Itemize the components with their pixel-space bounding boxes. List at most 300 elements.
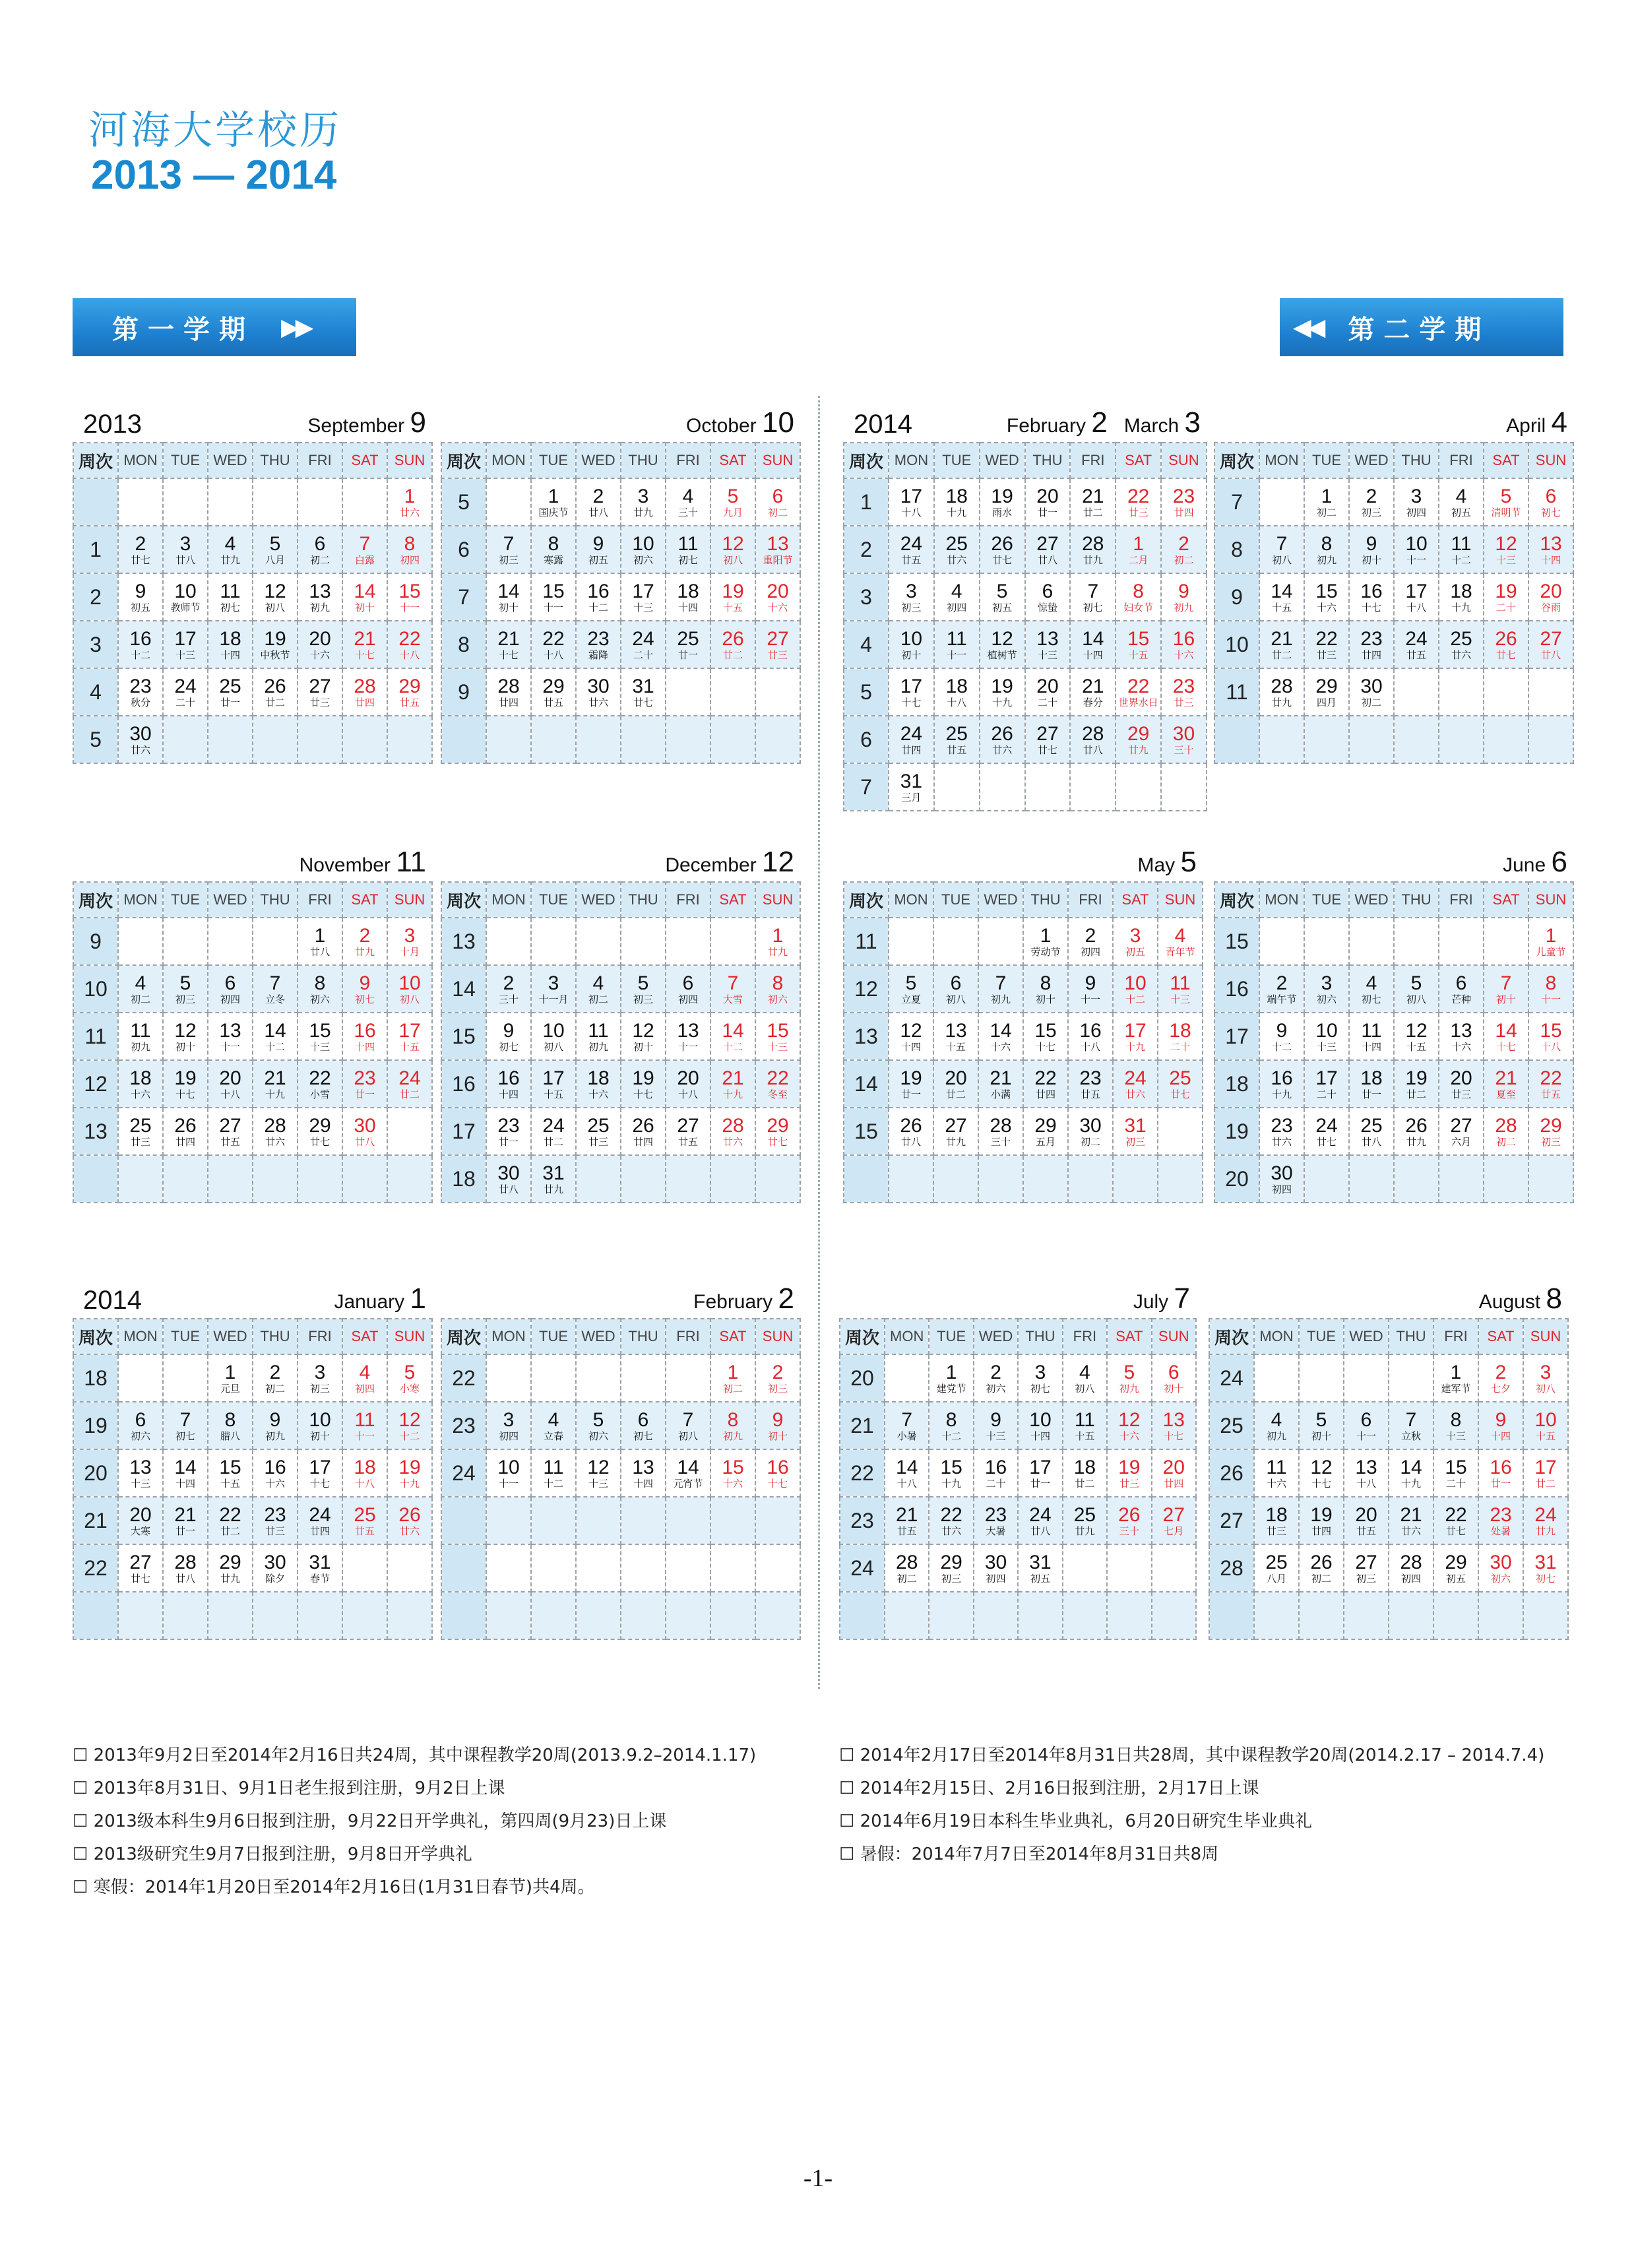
week-number: 15: [441, 1013, 486, 1060]
lunar-date: 初九: [1316, 554, 1337, 566]
day-cell: [531, 1013, 576, 1060]
lunar-date: 廿三: [1316, 649, 1337, 661]
day-number: 2: [1276, 972, 1288, 994]
week-number: 9: [1214, 573, 1259, 621]
day-cell: [253, 1060, 298, 1108]
day-number: 16: [129, 628, 152, 650]
day-number: 21: [1082, 676, 1104, 697]
day-cell: [118, 478, 163, 526]
lunar-date: 处暑: [1490, 1525, 1511, 1537]
week-number: [840, 1592, 885, 1639]
day-cell: [1107, 1449, 1151, 1497]
weekday-header: FRI: [1433, 1319, 1478, 1354]
week-number: 18: [73, 1354, 118, 1402]
day-cell: [1344, 1402, 1389, 1449]
semester-1-label: 第一学期: [112, 314, 255, 345]
lunar-date: 廿四: [309, 1525, 330, 1537]
day-cell: [387, 716, 432, 763]
day-cell: [298, 716, 342, 763]
day-number: 17: [1405, 581, 1428, 602]
lunar-date: 除夕: [265, 1573, 285, 1585]
day-cell: [933, 918, 978, 965]
day-cell: [934, 478, 980, 526]
day-cell: [755, 1354, 800, 1402]
day-cell: [253, 716, 298, 763]
lunar-date: 廿七: [1316, 1136, 1337, 1148]
day-cell: [1068, 1013, 1113, 1060]
day-number: 9: [359, 972, 371, 994]
weekday-header: MON: [889, 882, 933, 918]
day-number: 10: [497, 1457, 520, 1478]
week-row: [1209, 1449, 1568, 1497]
day-number: 26: [900, 1115, 922, 1137]
weekday-header: SUN: [1152, 1319, 1196, 1354]
day-cell: [1439, 526, 1484, 573]
lunar-date: 寒露: [543, 554, 563, 566]
day-cell: [1304, 965, 1349, 1013]
day-cell: [118, 918, 163, 965]
day-number: 22: [1540, 1067, 1562, 1089]
week-number: 24: [1209, 1354, 1254, 1402]
day-cell: [1070, 763, 1116, 811]
day-cell: [710, 573, 755, 621]
day-cell: [1433, 1402, 1478, 1449]
day-cell: [666, 478, 710, 526]
lunar-date: 廿四: [1164, 1478, 1184, 1490]
day-number: 18: [1265, 1504, 1288, 1526]
day-number: 29: [940, 1552, 962, 1573]
day-number: 18: [1169, 1020, 1191, 1042]
day-cell: [531, 1449, 576, 1497]
lunar-date: 廿九: [220, 554, 240, 566]
lunar-date: 十七: [633, 1088, 653, 1100]
day-cell: [387, 478, 432, 526]
day-cell: [1158, 1060, 1203, 1108]
lunar-date: 初三: [901, 602, 922, 614]
day-cell: [1259, 621, 1304, 668]
day-number: 1: [945, 1362, 957, 1383]
day-cell: [1349, 478, 1394, 526]
day-number: 18: [1073, 1457, 1096, 1478]
lunar-date: 十三: [1445, 1430, 1466, 1442]
weekday-header: WED: [1349, 443, 1394, 478]
lunar-date: 廿七: [130, 1573, 150, 1585]
lunar-date: 初七: [175, 1430, 195, 1442]
day-cell: [1068, 918, 1113, 965]
day-cell: [1063, 1544, 1107, 1592]
weekday-header: FRI: [298, 1319, 342, 1354]
day-cell: [1528, 621, 1573, 668]
day-number: 10: [1405, 533, 1428, 555]
lunar-date: 十九: [265, 1088, 285, 1100]
week-number: 2: [73, 573, 118, 621]
day-number: 3: [906, 581, 917, 602]
lunar-date: 十九: [947, 507, 967, 519]
month-english-name: September: [307, 415, 405, 437]
lunar-date: 小寒: [399, 1383, 420, 1395]
lunar-date: 春节: [309, 1573, 330, 1585]
lunar-date: 十二: [265, 1041, 285, 1053]
day-cell: [978, 1060, 1023, 1108]
month-table: [73, 881, 433, 1203]
day-number: 3: [1540, 1362, 1552, 1383]
day-number: 19: [722, 581, 744, 602]
day-cell: [621, 1449, 666, 1497]
lunar-date: 十五: [220, 1478, 240, 1490]
week-row: [1214, 526, 1573, 573]
lunar-date: 初八: [543, 1041, 563, 1053]
day-cell: [666, 1354, 710, 1402]
lunar-date: 初三: [633, 993, 653, 1005]
day-number: 4: [1174, 925, 1186, 947]
day-cell: [1299, 1592, 1344, 1639]
day-cell: [208, 918, 253, 965]
day-number: 26: [398, 1504, 421, 1526]
day-cell: [1484, 478, 1528, 526]
day-number: 4: [1271, 1409, 1282, 1431]
lunar-date: 初十: [309, 1430, 330, 1442]
rewind-icon: ◀◀: [1293, 313, 1322, 341]
lunar-date: 初八: [1271, 554, 1292, 566]
day-number: 23: [1172, 486, 1195, 507]
day-number: 13: [677, 1020, 699, 1042]
lunar-date: 廿一: [1361, 1088, 1381, 1100]
day-number: 6: [224, 972, 236, 994]
day-number: 3: [1034, 1362, 1046, 1383]
day-cell: [387, 1354, 432, 1402]
day-cell: [1484, 1013, 1528, 1060]
day-cell: [576, 1013, 621, 1060]
lunar-date: 十三: [175, 649, 195, 661]
day-number: 3: [1321, 972, 1333, 994]
lunar-date: 春分: [1083, 697, 1103, 709]
day-cell: [486, 478, 531, 526]
week-row: [1214, 716, 1573, 763]
lunar-date: 十九: [1451, 602, 1471, 614]
day-cell: [1113, 1060, 1158, 1108]
day-cell: [163, 526, 208, 573]
weekday-header: THU: [1023, 882, 1068, 918]
week-number: 15: [1214, 918, 1259, 965]
day-cell: [889, 621, 934, 668]
day-cell: [980, 668, 1025, 716]
lunar-date: 十三: [309, 1041, 330, 1053]
lunar-date: 十八: [1080, 1041, 1100, 1053]
lunar-date: 立春: [543, 1430, 563, 1442]
day-cell: [118, 1449, 163, 1497]
day-number: 16: [1271, 1067, 1293, 1089]
lunar-date: 廿三: [1128, 507, 1148, 519]
day-number: 29: [1540, 1115, 1562, 1137]
day-cell: [1025, 573, 1071, 621]
day-cell: [118, 621, 163, 668]
day-cell: [934, 668, 980, 716]
day-cell: [1349, 965, 1394, 1013]
day-cell: [1063, 1354, 1107, 1402]
lunar-date: 十七: [309, 1478, 330, 1490]
lunar-date: 十四: [1490, 1430, 1511, 1442]
day-cell: [576, 1155, 621, 1203]
day-cell: [1116, 478, 1161, 526]
day-number: 9: [1276, 1020, 1288, 1042]
week-number-header: 周次: [441, 1319, 486, 1354]
day-cell: [1152, 1354, 1196, 1402]
day-cell: [1299, 1354, 1344, 1402]
day-cell: [1018, 1592, 1062, 1639]
day-cell: [666, 918, 710, 965]
day-cell: [755, 573, 800, 621]
lunar-date: 二十: [1316, 1088, 1337, 1100]
weekday-header: SAT: [342, 882, 387, 918]
day-cell: [576, 716, 621, 763]
day-cell: [1349, 716, 1394, 763]
day-cell: [1433, 1592, 1478, 1639]
day-number: 15: [1445, 1457, 1467, 1478]
weekday-header: FRI: [298, 443, 342, 478]
day-number: 31: [1029, 1552, 1052, 1573]
week-row: [441, 526, 800, 573]
day-cell: [1394, 965, 1439, 1013]
lunar-date: 廿九: [1083, 554, 1103, 566]
day-cell: [885, 1354, 929, 1402]
month-name: [334, 1282, 426, 1315]
day-number: 20: [1036, 676, 1059, 697]
day-cell: [1304, 716, 1349, 763]
lunar-date: 廿二: [265, 697, 285, 709]
lunar-date: 十六: [1266, 1478, 1286, 1490]
lunar-date: 十四: [900, 1041, 921, 1053]
day-number: 2: [359, 925, 371, 947]
day-cell: [298, 1592, 342, 1639]
week-row: [441, 1013, 800, 1060]
day-cell: [342, 965, 387, 1013]
lunar-date: 廿九: [767, 946, 788, 958]
day-cell: [666, 1060, 710, 1108]
week-row: [441, 918, 800, 965]
lunar-date: 十八: [220, 1088, 240, 1100]
week-number: 6: [844, 716, 889, 763]
day-number: 11: [1074, 1409, 1095, 1431]
day-cell: [1161, 621, 1207, 668]
day-number: 22: [398, 628, 421, 650]
day-cell: [1259, 526, 1304, 573]
lunar-date: 十五: [722, 602, 743, 614]
day-cell: [1304, 526, 1349, 573]
week-number: 9: [441, 668, 486, 716]
lunar-date: 十五: [1128, 649, 1148, 661]
day-cell: [933, 1060, 978, 1108]
day-cell: [1304, 918, 1349, 965]
week-row: [441, 716, 800, 763]
day-cell: [342, 1354, 387, 1402]
day-number: 12: [722, 533, 744, 555]
lunar-date: 廿六: [1451, 649, 1471, 661]
day-cell: [755, 1060, 800, 1108]
lunar-date: 廿三: [309, 697, 330, 709]
page-number: -1-: [803, 2164, 833, 2192]
month-table: [843, 442, 1207, 811]
day-cell: [531, 1060, 576, 1108]
day-number: 10: [1124, 972, 1147, 994]
lunar-date: 十七: [498, 649, 519, 661]
day-number: 8: [772, 972, 784, 994]
day-cell: [1304, 573, 1349, 621]
day-cell: [1116, 668, 1161, 716]
day-number: 11: [543, 1457, 564, 1478]
month-number: 11: [396, 846, 426, 878]
week-number: [441, 1592, 486, 1639]
day-number: 30: [984, 1552, 1007, 1573]
lunar-date: 廿八: [1037, 554, 1057, 566]
day-cell: [1023, 1013, 1068, 1060]
note-item: ☐ 寒假：2014年1月20日至2014年2月16日(1月31日春节)共4周。: [73, 1877, 595, 1897]
lunar-date: 三十: [990, 1136, 1011, 1148]
year-label: 2014: [83, 1286, 142, 1315]
day-cell: [1484, 1108, 1528, 1155]
lunar-date: 初六: [986, 1383, 1006, 1395]
lunar-date: 二十: [1170, 1041, 1190, 1053]
day-number: 30: [497, 1162, 520, 1184]
weekday-header: FRI: [666, 882, 710, 918]
lunar-date: 初四: [354, 1383, 375, 1395]
lunar-date: 廿八: [175, 1573, 195, 1585]
day-cell: [1349, 1060, 1394, 1108]
day-number: 30: [1360, 676, 1383, 697]
day-cell: [621, 573, 666, 621]
week-number: 16: [441, 1060, 486, 1108]
lunar-date: 初九: [265, 1430, 285, 1442]
weekday-header: SAT: [1113, 882, 1158, 918]
lunar-date: 廿五: [543, 697, 563, 709]
day-cell: [576, 573, 621, 621]
semester-2-banner: [1280, 298, 1563, 356]
lunar-date: 初九: [990, 993, 1011, 1005]
lunar-date: 初五: [1030, 1573, 1050, 1585]
lunar-date: 十四: [677, 602, 698, 614]
lunar-date: 廿八: [588, 507, 608, 519]
day-number: 28: [1271, 676, 1293, 697]
lunar-date: 初十: [1311, 1430, 1331, 1442]
day-cell: [666, 668, 710, 716]
day-cell: [1116, 621, 1161, 668]
day-number: 23: [1490, 1504, 1512, 1526]
day-cell: [118, 716, 163, 763]
day-number: 5: [269, 533, 281, 555]
lunar-date: 廿六: [399, 1525, 420, 1537]
lunar-date: 教师节: [170, 602, 201, 614]
month-table: [73, 442, 433, 764]
lunar-date: 十二: [588, 602, 608, 614]
day-cell: [621, 918, 666, 965]
day-cell: [621, 1013, 666, 1060]
day-number: 30: [587, 676, 610, 697]
lunar-date: 廿九: [1128, 744, 1148, 756]
day-cell: [1161, 526, 1207, 573]
lunar-date: 廿二: [543, 1136, 563, 1148]
day-number: 30: [1490, 1552, 1512, 1573]
lunar-date: 初三: [498, 554, 519, 566]
day-cell: [621, 1497, 666, 1544]
day-number: 8: [1450, 1409, 1462, 1431]
note-item: ☐ 2014年2月15日、2月16日报到注册，2月17日上课: [839, 1779, 1259, 1798]
weekday-header: SUN: [387, 882, 432, 918]
day-cell: [1259, 573, 1304, 621]
week-number-header: 周次: [73, 1319, 118, 1354]
day-number: 15: [940, 1457, 962, 1478]
day-cell: [1063, 1449, 1107, 1497]
lunar-date: 廿九: [354, 946, 375, 958]
day-number: 22: [1315, 628, 1338, 650]
day-cell: [1113, 1155, 1158, 1203]
day-cell: [118, 1402, 163, 1449]
lunar-date: 初六: [588, 1430, 608, 1442]
lunar-date: 廿二: [220, 1525, 240, 1537]
day-cell: [980, 621, 1025, 668]
day-cell: [118, 668, 163, 716]
week-number: 4: [844, 621, 889, 668]
lunar-date: 芒种: [1451, 993, 1471, 1005]
day-number: 7: [269, 972, 281, 994]
lunar-date: 初四: [399, 554, 420, 566]
month-header: [1214, 846, 1573, 879]
week-row: [1209, 1402, 1568, 1449]
day-cell: [298, 621, 342, 668]
lunar-date: 十六: [309, 649, 330, 661]
day-cell: [576, 1544, 621, 1592]
day-cell: [1523, 1449, 1568, 1497]
day-cell: [885, 1544, 929, 1592]
lunar-date: 二十: [1495, 602, 1516, 614]
day-number: 28: [354, 676, 376, 697]
lunar-date: 小雪: [309, 1088, 330, 1100]
day-number: 13: [129, 1457, 152, 1478]
day-number: 1: [727, 1362, 739, 1383]
month-english-name: May: [1137, 854, 1176, 876]
week-number: 17: [1214, 1013, 1259, 1060]
day-cell: [486, 716, 531, 763]
week-number: 21: [73, 1497, 118, 1544]
lunar-date: 十七: [1311, 1478, 1331, 1490]
day-cell: [889, 716, 934, 763]
day-cell: [1478, 1354, 1523, 1402]
lunar-date: 十七: [1361, 602, 1381, 614]
weekday-header: FRI: [1063, 1319, 1107, 1354]
day-cell: [1394, 573, 1439, 621]
day-number: 19: [1310, 1504, 1333, 1526]
weekday-header: TUE: [929, 1319, 973, 1354]
day-cell: [1161, 573, 1207, 621]
day-cell: [1254, 1544, 1299, 1592]
day-cell: [755, 1402, 800, 1449]
week-number: 18: [441, 1155, 486, 1203]
note-item: ☐ 2013年8月31日、9月1日老生报到注册，9月2日上课: [73, 1779, 505, 1798]
lunar-date: 廿八: [900, 1136, 921, 1148]
day-cell: [1113, 1013, 1158, 1060]
week-row: [441, 1402, 800, 1449]
day-number: 21: [990, 1067, 1012, 1089]
day-cell: [1349, 1108, 1394, 1155]
week-number: 22: [441, 1354, 486, 1402]
lunar-date: 初三: [1356, 1573, 1376, 1585]
day-cell: [1349, 1013, 1394, 1060]
lunar-date: 十七: [1164, 1430, 1184, 1442]
day-cell: [118, 526, 163, 573]
lunar-date: 廿七: [1037, 744, 1057, 756]
day-cell: [486, 918, 531, 965]
day-cell: [253, 1013, 298, 1060]
lunar-date: 十五: [1406, 1041, 1426, 1053]
lunar-date: 十六: [767, 602, 788, 614]
